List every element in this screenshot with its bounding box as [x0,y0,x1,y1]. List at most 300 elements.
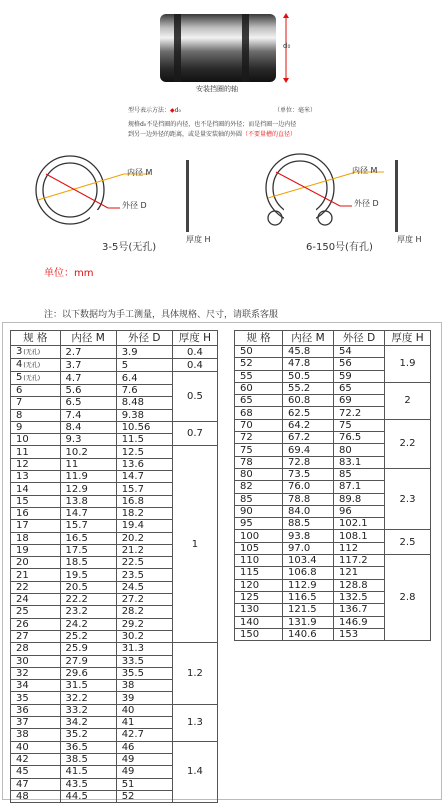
inner-diameter-cell [283,530,334,542]
description-line2: 到另一边外径的距离，或是量安装轴的外圆（不要量槽的直径） [128,131,297,138]
col-thickness-header: 厚度 H [172,331,217,346]
size-cell [11,483,61,495]
inner-diameter-cell [60,434,116,446]
inner-diameter-cell [60,655,116,667]
inner-diameter-cell [283,493,334,505]
cell-value: 75 [240,444,253,456]
inner-diameter-cell [283,382,334,394]
cell-value: 76.5 [339,432,362,444]
outer-diameter-cell [116,458,172,470]
cell-value: 30.2 [121,631,144,643]
cell-value: 19.5 [65,569,88,581]
table-header-row [235,331,431,346]
size-cell [11,667,61,679]
size-cell [11,359,61,372]
size-cell [11,458,61,470]
inner-diameter-cell [60,630,116,642]
size-cell [11,346,61,359]
inner-diameter-cell [60,680,116,692]
col-outer-header: 外径 D [334,331,385,346]
thickness-cell: 1.9 [385,346,431,383]
size-cell [11,655,61,667]
cell-value: 38 [121,680,135,692]
size-cell [235,579,283,591]
no-hole-note: (无孔) [23,349,41,356]
cell-value: 7 [16,397,23,409]
outer-diameter-cell [116,594,172,606]
cell-value: 85 [339,469,352,481]
cell-value: 15.7 [65,520,88,532]
size-cell [235,616,283,628]
cell-value: 28 [16,643,29,655]
outer-diameter-cell [116,790,172,802]
cell-value: 11.9 [65,471,88,483]
cell-value: 14 [16,483,29,495]
cell-value: 9 [16,422,23,434]
cell-value: 80 [240,469,253,481]
outer-diameter-cell [116,483,172,495]
size-cell [235,530,283,542]
inner-diameter-cell [60,507,116,519]
inner-diameter-cell [283,456,334,468]
table-row [11,643,218,655]
outer-diameter-cell [116,753,172,765]
size-cell [11,704,61,716]
thickness-cell: 2.8 [385,555,431,641]
size-cell [11,471,61,483]
cell-value: 39 [121,692,135,704]
cell-value: 6.5 [65,397,82,409]
cell-value: 37 [16,717,29,729]
cell-value: 72.2 [339,407,362,419]
inner-diameter-cell [60,385,116,397]
outer-diameter-cell [334,555,385,567]
cell-value: 78 [240,456,253,468]
cell-value: 29.2 [121,618,144,630]
cell-value: 136.7 [339,604,368,616]
col-inner-header: 内径 M [283,331,334,346]
cell-value: 10.2 [65,446,88,458]
thickness-cell: 0.7 [172,421,217,446]
cell-value: 18 [16,532,29,544]
inner-diameter-cell [283,358,334,370]
cell-value: 16 [16,508,29,520]
size-cell [235,444,283,456]
cell-value: 3.7 [65,359,82,371]
cell-value: 24.5 [121,581,144,593]
size-cell [11,680,61,692]
thickness-cell: 1.4 [172,741,217,802]
outer-diameter-cell [116,704,172,716]
size-cell [11,557,61,569]
cell-value: 11.5 [121,434,144,446]
cell-value: 35 [16,692,29,704]
size-table-right [234,330,431,641]
outer-diameter-cell [334,530,385,542]
size-cell [235,370,283,382]
size-cell [11,630,61,642]
right-inner-label: 内径 M [352,166,378,175]
cell-value: 35.2 [65,729,88,741]
cell-value: 32.2 [65,692,88,704]
cell-value: 65 [240,395,253,407]
cell-value: 117.2 [339,555,368,567]
cell-value: 56 [339,358,352,370]
outer-diameter-cell [116,446,172,458]
cell-value: 85 [240,493,253,505]
size-cell [11,606,61,618]
cell-value: 41.5 [65,766,88,778]
right-model-label: 6-150号(有孔) [306,242,373,253]
cell-value: 36.5 [65,741,88,753]
inner-diameter-cell [283,518,334,530]
thickness-cell: 2.2 [385,419,431,468]
cell-value: 59 [339,370,352,382]
outer-diameter-cell [334,468,385,480]
outer-diameter-cell [116,495,172,507]
cell-value: 12 [16,458,29,470]
left-outer-label: 外径 D [122,201,147,210]
outer-diameter-cell [116,581,172,593]
cell-value: 106.8 [288,567,317,579]
outer-diameter-cell [116,643,172,655]
table-row [235,419,431,431]
inner-diameter-cell [60,346,116,359]
cell-value: 52 [240,358,253,370]
outer-diameter-cell [116,532,172,544]
cell-value: 13.6 [121,458,144,470]
cell-value: 10 [16,434,29,446]
size-cell [235,346,283,358]
cell-value: 121.5 [288,604,317,616]
cell-value: 76.0 [288,481,311,493]
inner-diameter-cell [283,628,334,640]
outer-diameter-cell [334,493,385,505]
cell-value: 54 [339,346,352,358]
inner-diameter-cell [60,557,116,569]
cell-value: 31.5 [65,680,88,692]
outer-diameter-cell [334,616,385,628]
inner-diameter-cell [60,495,116,507]
cell-value: 75 [339,419,352,431]
cell-value: 60.8 [288,395,311,407]
cell-value: 22.5 [121,557,144,569]
inner-diameter-cell [60,606,116,618]
cell-value: 26 [16,618,29,630]
cell-value: 78.8 [288,493,311,505]
cell-value: 33.2 [65,704,88,716]
cell-value: 4.7 [65,372,82,384]
cell-value: 19.4 [121,520,144,532]
inner-diameter-cell [283,419,334,431]
cell-value: 23.2 [65,606,88,618]
size-cell [235,358,283,370]
inner-diameter-cell [283,468,334,480]
cell-value: 7.6 [121,385,138,397]
outer-diameter-cell [116,434,172,446]
cell-value: 9.3 [65,434,82,446]
outer-diameter-cell [116,385,172,397]
cell-value: 11 [16,446,29,458]
cell-value: 17.5 [65,545,88,556]
size-cell [235,456,283,468]
cell-value: 121 [339,567,359,579]
outer-diameter-cell [334,358,385,370]
inner-diameter-cell [283,505,334,517]
size-cell [11,753,61,765]
inner-diameter-cell [283,616,334,628]
cell-value: 68 [240,407,253,419]
cell-value: 64.2 [288,419,311,431]
outer-diameter-cell [116,667,172,679]
cell-value: 18.5 [65,557,88,569]
outer-diameter-cell [334,591,385,603]
col-thickness-header: 厚度 H [385,331,431,346]
size-cell [11,385,61,397]
size-cell [11,397,61,409]
cell-value: 150 [240,628,260,640]
cell-value: 42 [16,754,29,766]
thickness-cell: 2 [385,382,431,419]
cell-value: 72.8 [288,456,311,468]
inner-diameter-cell [283,591,334,603]
cell-value: 2.7 [65,346,82,358]
outer-diameter-cell [116,359,172,372]
table-row [11,704,218,716]
cell-value: 3.9 [121,346,138,358]
cell-value: 93.8 [288,530,311,542]
cell-value: 12.9 [65,483,88,495]
cell-value: 52 [121,790,135,802]
cell-value: 13 [16,471,29,483]
cell-value: 140 [240,616,260,628]
size-cell [235,628,283,640]
inner-diameter-cell [283,407,334,419]
unit-label: 单位：mm [44,268,94,279]
size-cell [11,766,61,778]
cell-value: 108.1 [339,530,368,542]
inner-diameter-cell [60,643,116,655]
size-cell [11,421,61,433]
cell-value: 15 [16,495,29,507]
cell-value: 40 [16,741,29,753]
inner-diameter-cell [283,604,334,616]
size-cell [235,542,283,554]
model-method-label: 型号表示方法：◆d₀ [128,107,181,114]
measurement-note: 注：以下数据均为手工测量，具体规格、尺寸，请联系客服 [44,310,279,320]
cell-value: 49 [121,766,135,778]
cell-value: 45 [16,766,29,778]
left-inner-label: 内径 M [127,168,153,177]
cell-value: 69.4 [288,444,311,456]
size-cell [11,692,61,704]
outer-diameter-cell [116,544,172,556]
cell-value: 5 [121,359,129,371]
size-cell [235,567,283,579]
cell-value: 38.5 [65,754,88,766]
outer-diameter-cell [334,407,385,419]
outer-diameter-cell [334,542,385,554]
outer-diameter-cell [334,432,385,444]
table-row [11,359,218,372]
cell-value: 49 [121,754,135,766]
cell-value: 8.4 [65,422,82,434]
inner-diameter-cell [60,778,116,790]
cell-value: 70 [240,419,253,431]
size-cell [235,518,283,530]
cell-value: 30 [16,655,29,667]
size-cell [235,591,283,603]
cell-value: 102.1 [339,518,368,530]
outer-diameter-cell [116,372,172,385]
size-cell [11,643,61,655]
inner-diameter-cell [60,692,116,704]
outer-diameter-cell [116,717,172,729]
outer-diameter-cell [334,518,385,530]
table-row [235,346,431,358]
cell-value: 24 [16,594,29,606]
inner-diameter-cell [283,555,334,567]
cell-value: 11 [65,458,79,470]
shaft-caption: 安装挡圈的轴 [196,85,238,93]
cell-value: 89.8 [339,493,362,505]
cell-value: 16.5 [65,532,88,544]
outer-diameter-cell [116,630,172,642]
size-cell [11,495,61,507]
col-inner-header: 内径 M [60,331,116,346]
table-row [11,446,218,458]
cell-value: 50.5 [288,370,311,382]
cell-value: 10.56 [121,422,151,434]
cell-value: 42.7 [121,729,144,741]
cell-value: 60 [240,383,253,395]
inner-diameter-cell [60,397,116,409]
cell-value: 7.4 [65,409,82,421]
table-header-row [11,331,218,346]
size-cell [235,407,283,419]
right-thickness-label: 厚度 H [397,235,422,244]
inner-diameter-cell [283,567,334,579]
thickness-cell: 1 [172,446,217,643]
thickness-cell: 2.5 [385,530,431,555]
cell-value: 112 [339,542,359,554]
inner-diameter-cell [60,790,116,802]
cell-value: 73.5 [288,469,311,481]
cell-value: 25.9 [65,643,88,655]
size-cell [11,618,61,630]
col-size-header: 规 格 [235,331,283,346]
cell-value: 41 [121,717,135,729]
thickness-cell: 1.3 [172,704,217,741]
size-cell [11,717,61,729]
cell-value: 50 [240,346,253,358]
outer-diameter-cell [334,567,385,579]
size-cell [11,434,61,446]
cell-value: 17 [16,520,29,532]
cell-value: 84.0 [288,506,311,517]
cell-value: 21.2 [121,545,144,556]
cell-value: 22 [16,581,29,593]
inner-diameter-cell [60,458,116,470]
inner-diameter-cell [60,594,116,606]
cell-value: 40 [121,704,135,716]
size-cell [235,505,283,517]
inner-diameter-cell [283,432,334,444]
inner-diameter-cell [60,766,116,778]
cell-value: 46 [121,741,135,753]
outer-diameter-cell [116,507,172,519]
cell-value: 55 [240,370,253,382]
outer-diameter-cell [116,655,172,667]
inner-diameter-cell [283,370,334,382]
description-line1: 规格d₀不是挡圈的内径，也不是挡圈的外径；而是挡圈一边内径 [128,121,297,128]
size-cell [11,446,61,458]
cell-value: 83.1 [339,456,362,468]
thickness-cell: 2.3 [385,468,431,529]
size-cell [11,790,61,802]
cell-value: 27.9 [65,655,88,667]
cell-value: 67.2 [288,432,311,444]
cell-value: 24.2 [65,618,88,630]
table-row [235,555,431,567]
cell-value: 48 [16,790,29,802]
outer-diameter-cell [116,692,172,704]
inner-diameter-cell [283,481,334,493]
cell-value: 19 [16,545,29,556]
inner-diameter-cell [60,409,116,421]
cell-value: 153 [339,628,359,640]
cell-value: 132.5 [339,592,368,604]
inner-diameter-cell [60,704,116,716]
cell-value: 80 [339,444,352,456]
col-outer-header: 外径 D [116,331,172,346]
cell-value: 14.7 [65,508,88,520]
inner-diameter-cell [60,581,116,593]
cell-value: 27.2 [121,594,144,606]
cell-value: 87.1 [339,481,362,493]
cell-value: 13.8 [65,495,88,507]
inner-diameter-cell [60,667,116,679]
size-table-left [10,330,218,803]
cell-value: 6.4 [121,372,138,384]
cell-value: 34.2 [65,717,88,729]
table-row [235,530,431,542]
no-hole-note: (无孔) [23,362,41,369]
right-outer-label: 外径 D [354,199,379,208]
size-cell [11,544,61,556]
left-thickness-label: 厚度 H [186,235,211,244]
cell-value: 88.5 [288,518,311,530]
outer-diameter-cell [334,579,385,591]
outer-diameter-cell [334,481,385,493]
cell-value: 32 [16,667,29,679]
size-cell [235,555,283,567]
size-cell [11,409,61,421]
cell-value: 130 [240,604,260,616]
cell-value: 110 [240,555,260,567]
size-cell [11,778,61,790]
cell-value: 33.5 [121,655,144,667]
cell-value: 125 [240,592,260,604]
cell-value: 29.6 [65,667,88,679]
cell-value: 146.9 [339,616,368,628]
cell-value: 97.0 [288,542,311,554]
size-cell [11,594,61,606]
inner-diameter-cell [60,717,116,729]
cell-value: 38 [16,729,29,741]
outer-diameter-cell [116,766,172,778]
outer-diameter-cell [116,346,172,359]
